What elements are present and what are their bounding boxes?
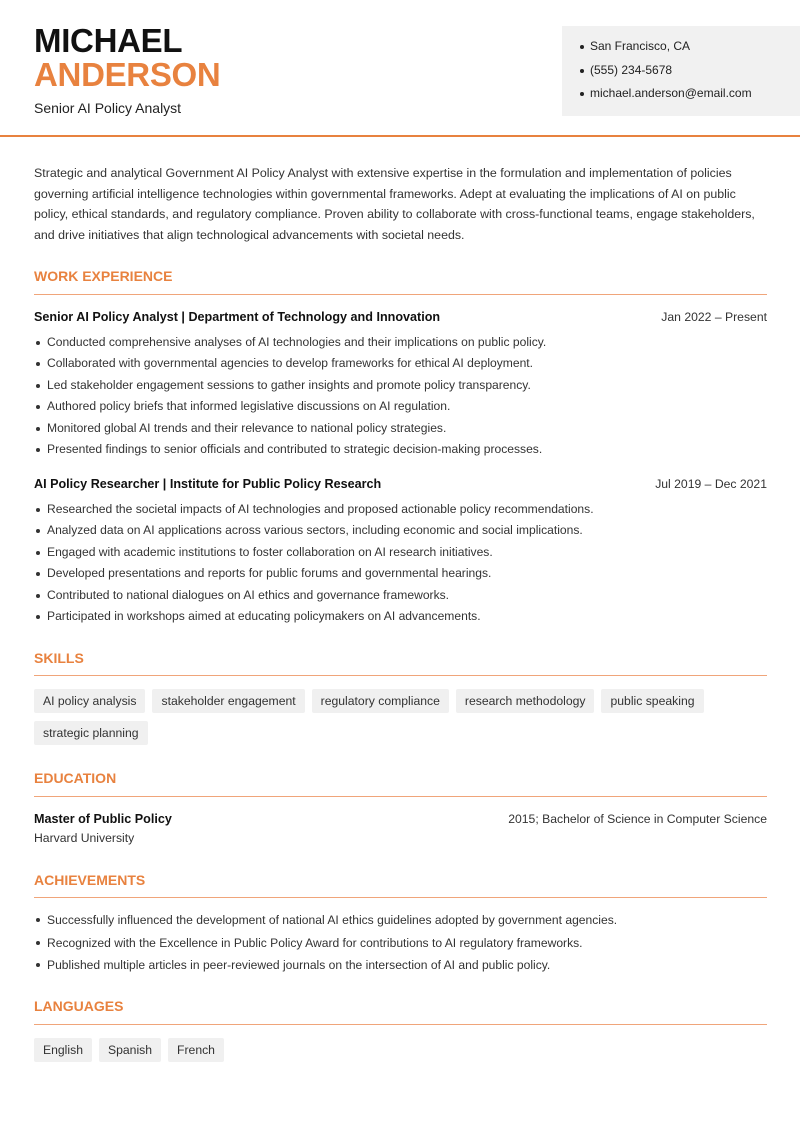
list-item: Successfully influenced the development of national AI ethics guidelines adopted by government agencies. xyxy=(34,909,767,932)
education-school: Harvard University xyxy=(34,831,135,845)
list-item: Participated in workshops aimed at educating policymakers on AI advancements. xyxy=(34,606,767,627)
list-item: Conducted comprehensive analyses of AI technologies and their implications on public policy. xyxy=(34,332,767,353)
contact-email: michael.anderson@email.com xyxy=(580,85,800,109)
list-item: Collaborated with governmental agencies to develop frameworks for ethical AI deployment. xyxy=(34,353,767,374)
job-role: AI Policy Researcher | Institute for Public Policy Research xyxy=(34,477,382,491)
list-item: Recognized with the Excellence in Public Policy Award for contributions to AI regulatory frameworks. xyxy=(34,932,767,955)
section-divider xyxy=(34,675,767,676)
section-title-education: EDUCATION xyxy=(34,770,117,786)
language-tag: Spanish xyxy=(99,1038,161,1062)
list-item: Analyzed data on AI applications across various sectors, including economic and social implications. xyxy=(34,520,767,541)
contact-location: San Francisco, CA xyxy=(580,38,800,62)
list-item: Led stakeholder engagement sessions to gather insights and promote policy transparency. xyxy=(34,375,767,396)
skill-tag: stakeholder engagement xyxy=(152,689,304,713)
section-title-work: WORK EXPERIENCE xyxy=(34,268,173,284)
section-title-skills: SKILLS xyxy=(34,650,84,666)
list-item: Presented findings to senior officials and contributed to strategic decision-making processes. xyxy=(34,439,767,460)
section-title-languages: LANGUAGES xyxy=(34,998,124,1014)
education-degree: Master of Public Policy xyxy=(34,812,172,826)
job-header xyxy=(34,310,767,324)
section-divider xyxy=(34,1024,767,1025)
list-item: Developed presentations and reports for public forums and governmental hearings. xyxy=(34,563,767,584)
job-header xyxy=(34,477,767,491)
section-title-achievements: ACHIEVEMENTS xyxy=(34,872,146,888)
job-bullets xyxy=(34,332,767,460)
list-item: Monitored global AI trends and their relevance to national policy strategies. xyxy=(34,418,767,439)
education-detail: 2015; Bachelor of Science in Computer Science xyxy=(508,812,767,826)
job-title: Senior AI Policy Analyst xyxy=(34,100,182,116)
job-bullets xyxy=(34,499,767,627)
achievement-bullets xyxy=(34,909,767,977)
list-item: Authored policy briefs that informed legislative discussions on AI regulation. xyxy=(34,396,767,417)
summary-text: Strategic and analytical Government AI Policy Analyst with extensive expertise in the formulation and implementation of policies governing artificial intelligence technologies within governmental frameworks. Adept at evaluating the implications of AI on public policy, ethical standards, and regulatory compliance. Proven ability to collaborate with cross-functional teams, engage stakeholders, and drive initiatives that align technological advancements with societal needs. xyxy=(34,166,755,242)
skill-tag: research methodology xyxy=(456,689,595,713)
list-item: Contributed to national dialogues on AI ethics and governance frameworks. xyxy=(34,585,767,606)
contact-box xyxy=(562,26,800,116)
contact-list xyxy=(580,38,800,109)
job-role: Senior AI Policy Analyst | Department of Technology and Innovation xyxy=(34,310,441,324)
contact-phone: (555) 234-5678 xyxy=(580,62,800,86)
language-tag: French xyxy=(168,1038,224,1062)
first-name: MICHAEL xyxy=(34,22,183,59)
skill-tag: AI policy analysis xyxy=(34,689,145,713)
language-tag: English xyxy=(34,1038,92,1062)
skills-tags xyxy=(34,689,767,745)
section-divider xyxy=(34,897,767,898)
section-divider xyxy=(34,796,767,797)
job-dates: Jul 2019 – Dec 2021 xyxy=(655,477,767,491)
list-item: Published multiple articles in peer-reviewed journals on the intersection of AI and public policy. xyxy=(34,954,767,977)
list-item: Researched the societal impacts of AI technologies and proposed actionable policy recommendations. xyxy=(34,499,767,520)
skill-tag: strategic planning xyxy=(34,721,148,745)
list-item: Engaged with academic institutions to foster collaboration on AI research initiatives. xyxy=(34,542,767,563)
job-dates: Jan 2022 – Present xyxy=(661,310,767,324)
section-divider xyxy=(34,294,767,295)
last-name: ANDERSON xyxy=(34,56,221,93)
resume-header xyxy=(0,0,800,137)
language-tags xyxy=(34,1038,767,1062)
skill-tag: public speaking xyxy=(601,689,703,713)
skill-tag: regulatory compliance xyxy=(312,689,449,713)
